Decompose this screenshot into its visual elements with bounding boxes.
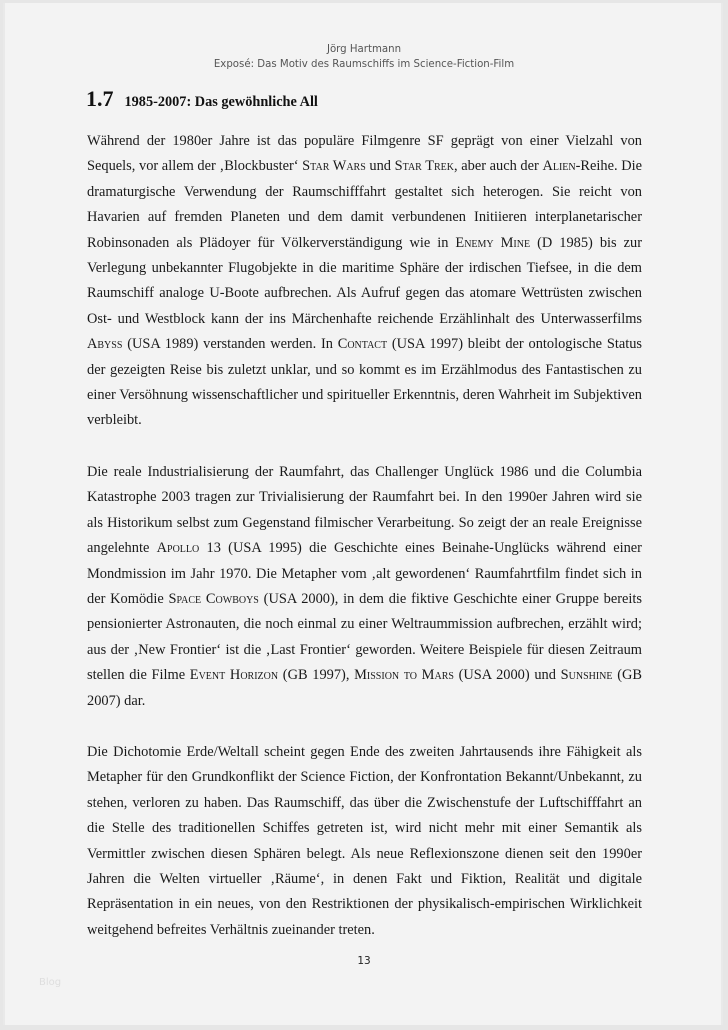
text-run: (USA 1989) verstanden werden. In	[122, 336, 338, 353]
page-number: 13	[357, 955, 371, 967]
text-run: (USA 2000) und	[453, 667, 561, 684]
paragraph	[87, 129, 642, 434]
header-author: Jörg Hartmann	[326, 44, 402, 55]
text-run: (USA 1997) bleibt der ontologische Status der gezeigten Reise bis zuletzt unklar, und so kommt es im Erzählmodus des Fantastischen zu einer Versöhnung wissenschaftlicher und spiritueller Erkenntnis, deren Wahrheit im Subjektiven verbleibt.	[87, 336, 642, 429]
film-title: Sunshine	[560, 667, 613, 684]
film-title: Star Wars	[302, 158, 366, 175]
film-title: Abyss	[87, 336, 123, 353]
text-run: Während der 1980er Jahre ist das populäre Filmgenre SF geprägt von einer Vielzahl von Sequels, vor allem der ‚Blockbuster‘	[87, 133, 642, 175]
watermark: Blog	[39, 977, 62, 988]
section-title: 1985-2007: Das gewöhnliche All	[124, 94, 318, 110]
film-title: Apollo	[156, 540, 200, 557]
text-run: -Reihe. Die dramaturgische Verwendung der Raumschifffahrt gestaltet sich heterogen. Sie reicht von Havarien auf fremden Planeten und dem damit verbundenen Initiieren interplanetarischer Robinsonaden als Plädoyer für Völkerverständigung wie in	[87, 158, 642, 251]
text-run: 13 (USA 1995) die Geschichte eines Beinahe-Unglücks während einer Mondmission im Jahr 1970. Die Metapher vom ‚alt gewordenen‘ Raumfahrtfilm findet sich in der Komödie	[87, 540, 642, 607]
paragraph	[87, 740, 642, 943]
body-text	[87, 129, 642, 969]
film-title: Alien	[542, 158, 576, 175]
text-run: (D 1985) bis zur Verlegung unbekannter Flugobjekte in die maritime Sphäre der irdischen Tiefsee, in die dem Raumschiff analoge U-Boote aufbrechen. Als Aufruf gegen das atomare Wettrüsten zwischen Ost- und Westblock kann der ins Märchenhafte reichende Erzählinhalt des Unterwasserfilms	[87, 234, 642, 327]
header-title: Exposé: Das Motiv des Raumschiffs im Science-Fiction-Film	[213, 59, 515, 70]
film-title: Event Horizon	[189, 667, 279, 684]
text-run: Die Dichotomie Erde/Weltall scheint gegen Ende des zweiten Jahrtausends ihre Fähigkeit als Metapher für den Grundkonflikt der Science Fiction, der Konfrontation Bekannt/Unbekannt, zu stehen, verloren zu haben. Das Raumschiff, das über die Zwischenstufe der Luftschifffahrt an die Stelle des traditionellen Schiffes getreten ist, wird nicht mehr mit einer Semantik als Vermittler zwischen diesen Sphären belegt. Als neue Reflexionszone dienen seit den 1990er Jahren die Welten virtueller ‚Räume‘, in denen Fakt und Fiktion, Realität und digitale Repräsentation in ein neues, von den Restriktionen der physikalisch-empirischen Wirklichkeit weitgehend befreites Verhältnis zueinander treten.	[87, 743, 642, 938]
running-header	[0, 42, 728, 72]
film-title: Contact	[337, 336, 388, 353]
text-run: (GB 2007) dar.	[87, 667, 642, 709]
film-title: Mission to Mars	[354, 667, 454, 684]
film-title: Space Cowboys	[168, 590, 259, 607]
section-heading	[86, 86, 318, 112]
text-run: Die reale Industrialisierung der Raumfahrt, das Challenger Unglück 1986 und die Columbia Katastrophe 2003 tragen zur Trivialisierung der Raumfahrt bei. In den 1990er Jahren wird sie als Historikum selbst zum Gegenstand filmischer Verarbeitung. So zeigt der an reale Ereignisse angelehnte	[87, 463, 642, 557]
text-run: , aber auch der	[454, 158, 543, 175]
film-title: Enemy Mine	[455, 234, 531, 251]
text-run: (USA 2000), in dem die fiktive Geschichte einer Gruppe bereits pensionierter Astronauten, die noch einmal zu einer Weltraummission aufbrechen, erzählt wird; aus der ‚New Frontier‘ ist die ‚Last Frontier‘ geworden. Weitere Beispiele für diesen Zeitraum stellen die Filme	[87, 590, 642, 684]
paragraph	[87, 460, 642, 714]
text-run: und	[365, 158, 395, 175]
film-title: Star Trek	[394, 158, 455, 175]
text-run: (GB 1997),	[278, 667, 355, 684]
section-number: 1.7	[86, 86, 114, 111]
